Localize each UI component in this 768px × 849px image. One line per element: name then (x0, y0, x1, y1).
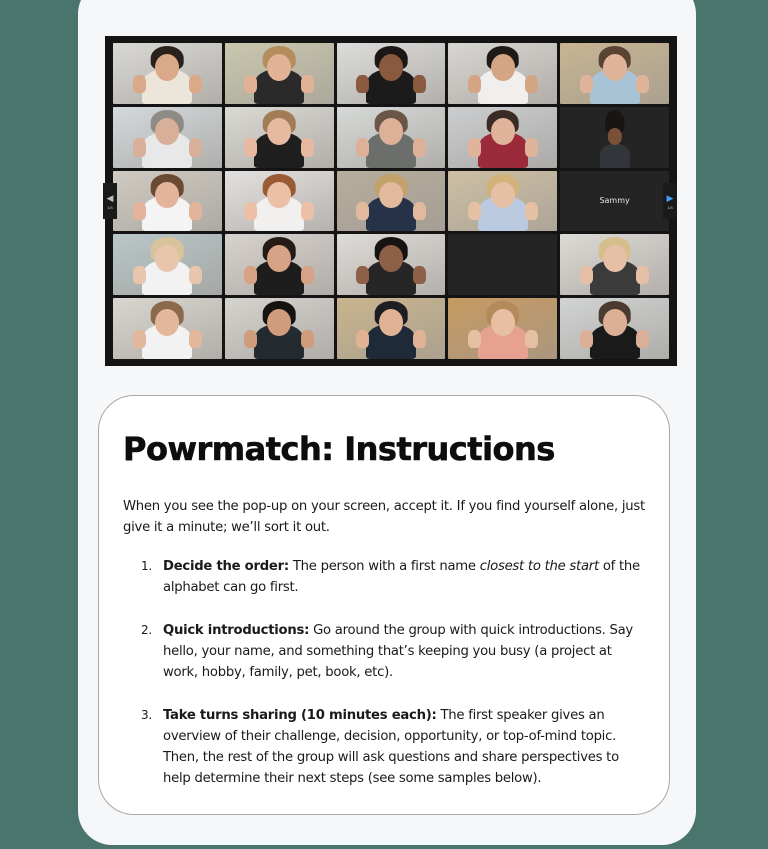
waving-hand (356, 266, 369, 284)
participant-video-tile[interactable] (225, 234, 334, 295)
participant-video-tile[interactable] (337, 234, 446, 295)
participant-face (155, 245, 179, 272)
participant-face (155, 118, 179, 145)
page-title: Powrmatch: Instructions (123, 430, 555, 468)
participant-face (267, 182, 291, 209)
page-indicator: 1/4 (107, 204, 113, 210)
participant-video-tile[interactable] (337, 298, 446, 359)
waving-hand (356, 330, 369, 348)
waving-hand (133, 202, 146, 220)
waving-hand (133, 138, 146, 156)
waving-hand (301, 266, 314, 284)
step-text: The first speaker gives an overview of their challenge, decision, opportunity, or top-of-mind topic. Then, the rest of the group will ask questions and share perspectives to help determine their next steps (see some samples below). (163, 708, 619, 786)
participant-face (379, 54, 403, 81)
waving-hand (525, 202, 538, 220)
step-text: of the alphabet can go first. (163, 559, 640, 595)
waving-hand (413, 330, 426, 348)
steps-list (123, 556, 645, 789)
waving-hand (413, 266, 426, 284)
participant-face (267, 54, 291, 81)
waving-hand (636, 75, 649, 93)
waving-hand (133, 266, 146, 284)
waving-hand (525, 75, 538, 93)
waving-hand (244, 75, 257, 93)
participant-face (603, 54, 627, 81)
participant-tile-empty[interactable] (448, 234, 557, 295)
waving-hand (133, 75, 146, 93)
participant-video-tile[interactable] (337, 107, 446, 168)
participant-video-tile[interactable] (448, 171, 557, 232)
participant-video-tile[interactable] (113, 107, 222, 168)
waving-hand (301, 330, 314, 348)
chevron-left-icon: ◀ (106, 192, 114, 203)
waving-hand (525, 138, 538, 156)
participant-face (155, 309, 179, 336)
participant-video-tile[interactable] (337, 171, 446, 232)
participant-face (379, 182, 403, 209)
instructions-card (98, 395, 670, 815)
step-label: Take turns sharing (10 minutes each): (163, 708, 437, 723)
waving-hand (301, 202, 314, 220)
waving-hand (244, 138, 257, 156)
step-text: Go around the group with quick introductions. Say hello, your name, and something that’s keeping you busy (a project at work, hobby, family, pet, book, etc). (163, 623, 633, 680)
participant-face (155, 182, 179, 209)
participant-face (155, 54, 179, 81)
waving-hand (580, 330, 593, 348)
participant-video-tile[interactable] (225, 43, 334, 104)
waving-hand (413, 75, 426, 93)
waving-hand (636, 266, 649, 284)
participant-video-tile[interactable] (113, 43, 222, 104)
waving-hand (468, 202, 481, 220)
waving-hand (189, 138, 202, 156)
waving-hand (468, 75, 481, 93)
previous-page-button[interactable] (103, 183, 117, 219)
waving-hand (301, 138, 314, 156)
waving-hand (356, 75, 369, 93)
step-item (123, 705, 645, 789)
waving-hand (525, 330, 538, 348)
participant-video-tile[interactable] (560, 234, 669, 295)
next-page-button[interactable] (663, 183, 677, 219)
participant-face (379, 118, 403, 145)
step-number: 3. (141, 708, 152, 722)
participant-face (267, 245, 291, 272)
participant-body (600, 144, 630, 168)
waving-hand (413, 202, 426, 220)
intro-text: When you see the pop-up on your screen, accept it. If you find yourself alone, just give it a minute; we’ll sort it out. (123, 499, 645, 535)
participant-name: Sammy (599, 196, 630, 206)
waving-hand (356, 202, 369, 220)
participant-face (267, 118, 291, 145)
participant-video-tile[interactable] (225, 171, 334, 232)
waving-hand (468, 330, 481, 348)
participant-video-tile[interactable] (560, 107, 669, 168)
waving-hand (244, 202, 257, 220)
waving-hand (189, 75, 202, 93)
video-call-gallery (105, 36, 677, 366)
step-item (123, 620, 645, 683)
step-label: Quick introductions: (163, 623, 310, 638)
participant-video-tile[interactable] (448, 298, 557, 359)
participant-grid (113, 43, 669, 359)
page-indicator: 1/4 (667, 204, 673, 210)
participant-face (491, 309, 515, 336)
waving-hand (468, 138, 481, 156)
step-text: The person with a first name (288, 559, 480, 574)
waving-hand (244, 266, 257, 284)
participant-face (491, 54, 515, 81)
participant-face (379, 309, 403, 336)
participant-face (491, 118, 515, 145)
participant-video-tile[interactable] (113, 298, 222, 359)
step-item (123, 556, 645, 598)
participant-tile-camera-off[interactable] (560, 171, 669, 232)
participant-video-tile[interactable] (560, 43, 669, 104)
participant-face (603, 245, 627, 272)
participant-video-tile[interactable] (448, 107, 557, 168)
waving-hand (244, 330, 257, 348)
step-emphasis: closest to the start (479, 559, 599, 574)
waving-hand (580, 75, 593, 93)
participant-video-tile[interactable] (225, 107, 334, 168)
participant-video-tile[interactable] (113, 234, 222, 295)
waving-hand (189, 202, 202, 220)
participant-video-tile[interactable] (113, 171, 222, 232)
waving-hand (189, 330, 202, 348)
chevron-right-icon: ▶ (666, 192, 674, 203)
participant-video-tile[interactable] (225, 298, 334, 359)
participant-face (267, 309, 291, 336)
waving-hand (133, 330, 146, 348)
participant-face (603, 309, 627, 336)
participant-video-tile[interactable] (337, 43, 446, 104)
participant-video-tile[interactable] (560, 298, 669, 359)
waving-hand (413, 138, 426, 156)
waving-hand (636, 330, 649, 348)
participant-video-tile[interactable] (448, 43, 557, 104)
participant-face (379, 245, 403, 272)
participant-face (491, 182, 515, 209)
waving-hand (301, 75, 314, 93)
step-label: Decide the order: (163, 559, 289, 574)
waving-hand (189, 266, 202, 284)
step-number: 1. (141, 559, 152, 573)
waving-hand (580, 266, 593, 284)
waving-hand (356, 138, 369, 156)
step-number: 2. (141, 623, 152, 637)
